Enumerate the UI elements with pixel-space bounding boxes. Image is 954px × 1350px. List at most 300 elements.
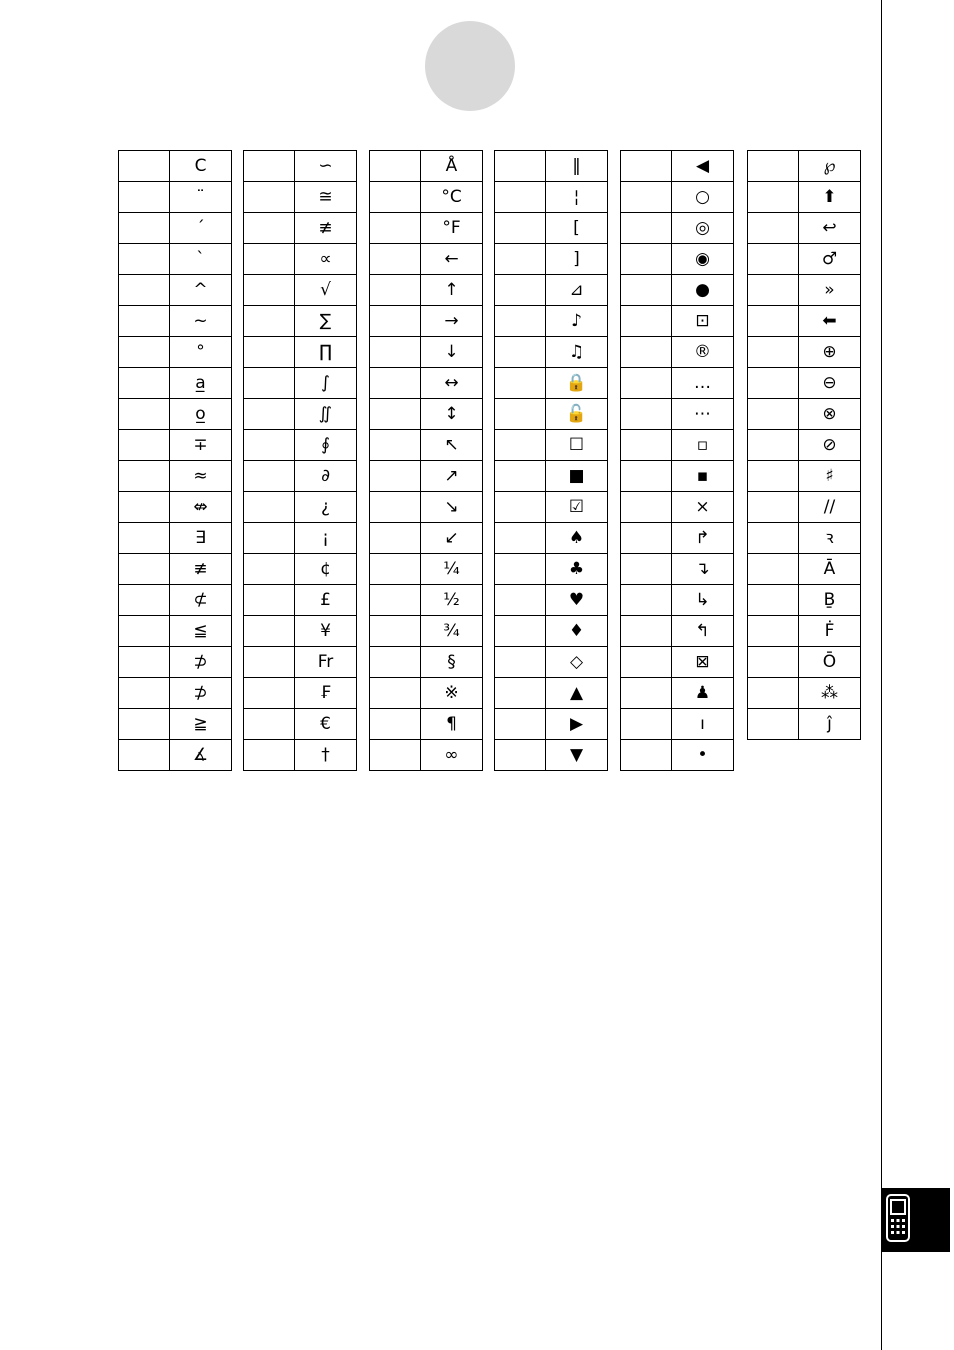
symbol-cell: ≢ — [170, 554, 232, 585]
code-cell — [621, 151, 672, 182]
code-cell — [748, 399, 799, 430]
table-row — [748, 368, 861, 399]
code-cell — [119, 182, 170, 213]
code-cell — [244, 337, 295, 368]
symbol-cell: ↗ — [421, 461, 483, 492]
code-cell — [119, 275, 170, 306]
code-cell — [748, 616, 799, 647]
table-row — [370, 244, 483, 275]
symbol-cell: ≈ — [170, 461, 232, 492]
table-row — [244, 430, 357, 461]
table-row — [370, 709, 483, 740]
code-cell — [370, 585, 421, 616]
table-row — [244, 585, 357, 616]
code-cell — [370, 368, 421, 399]
table-row — [495, 151, 608, 182]
code-cell — [370, 678, 421, 709]
symbol-cell: ∓ — [170, 430, 232, 461]
table-row — [119, 337, 232, 368]
symbol-cell: ı — [672, 709, 734, 740]
table-row — [748, 337, 861, 368]
code-cell — [621, 554, 672, 585]
code-cell — [244, 461, 295, 492]
table-row — [244, 213, 357, 244]
symbol-cell: ● — [672, 275, 734, 306]
code-cell — [370, 492, 421, 523]
table-row — [748, 585, 861, 616]
code-cell — [244, 709, 295, 740]
code-cell — [495, 213, 546, 244]
table-row — [621, 585, 734, 616]
table-row — [621, 647, 734, 678]
code-cell — [244, 523, 295, 554]
table-row — [119, 399, 232, 430]
symbol-cell: °C — [421, 182, 483, 213]
symbol-cell: ☑ — [546, 492, 608, 523]
symbol-cell: ¼ — [421, 554, 483, 585]
symbol-cell: ♥ — [546, 585, 608, 616]
table-row — [748, 554, 861, 585]
table-row — [244, 306, 357, 337]
symbol-table-2 — [243, 150, 357, 771]
symbol-cell: ↳ — [672, 585, 734, 616]
table-row — [370, 368, 483, 399]
table-row — [495, 616, 608, 647]
table-row — [621, 244, 734, 275]
symbol-cell: ≦ — [170, 616, 232, 647]
code-cell — [621, 647, 672, 678]
symbol-cell: ∝ — [295, 244, 357, 275]
table-row — [119, 244, 232, 275]
symbol-cell: ♣ — [546, 554, 608, 585]
code-cell — [119, 430, 170, 461]
symbol-cell: ® — [672, 337, 734, 368]
symbol-cell: ◉ — [672, 244, 734, 275]
symbol-cell: ⊖ — [799, 368, 861, 399]
table-row — [748, 244, 861, 275]
symbol-cell: ≅ — [295, 182, 357, 213]
symbol-cell: C — [170, 151, 232, 182]
table-row — [495, 213, 608, 244]
table-row — [621, 461, 734, 492]
symbol-cell: ⊘ — [799, 430, 861, 461]
symbol-cell: ↑ — [421, 275, 483, 306]
table-row — [370, 275, 483, 306]
symbol-cell: ° — [170, 337, 232, 368]
table-row — [119, 182, 232, 213]
symbol-cell: ※ — [421, 678, 483, 709]
symbol-cell: ⬆ — [799, 182, 861, 213]
table-row — [621, 616, 734, 647]
table-row — [621, 275, 734, 306]
table-row — [370, 182, 483, 213]
code-cell — [119, 585, 170, 616]
symbol-cell: € — [295, 709, 357, 740]
symbol-cell: ⊡ — [672, 306, 734, 337]
table-row — [244, 182, 357, 213]
symbol-cell: ↱ — [672, 523, 734, 554]
table-row — [119, 430, 232, 461]
code-cell — [119, 709, 170, 740]
code-cell — [621, 585, 672, 616]
table-row — [244, 523, 357, 554]
symbol-cell: ´ — [170, 213, 232, 244]
code-cell — [495, 554, 546, 585]
code-cell — [370, 213, 421, 244]
table-row — [119, 368, 232, 399]
symbol-cell: ꝛ — [799, 523, 861, 554]
symbol-cell: ▲ — [546, 678, 608, 709]
code-cell — [370, 244, 421, 275]
symbol-cell: ∮ — [295, 430, 357, 461]
code-cell — [244, 647, 295, 678]
symbol-cell: ♫ — [546, 337, 608, 368]
symbol-cell: a̲ — [170, 368, 232, 399]
code-cell — [621, 492, 672, 523]
symbol-cell: ← — [421, 244, 483, 275]
table-row — [119, 709, 232, 740]
symbol-cell: ℘ — [799, 151, 861, 182]
symbol-cell: ▶ — [546, 709, 608, 740]
symbol-cell: Å — [421, 151, 483, 182]
code-cell — [621, 182, 672, 213]
code-cell — [119, 213, 170, 244]
symbol-cell: ○ — [672, 182, 734, 213]
code-cell — [244, 182, 295, 213]
code-cell — [748, 523, 799, 554]
code-cell — [748, 585, 799, 616]
code-cell — [748, 554, 799, 585]
code-cell — [495, 585, 546, 616]
table-row — [244, 740, 357, 771]
symbol-cell: ♂ — [799, 244, 861, 275]
code-cell — [748, 151, 799, 182]
code-cell — [244, 430, 295, 461]
table-row — [748, 647, 861, 678]
code-cell — [748, 678, 799, 709]
symbol-cell: £ — [295, 585, 357, 616]
code-cell — [370, 554, 421, 585]
code-cell — [748, 430, 799, 461]
table-row — [119, 585, 232, 616]
table-row — [370, 306, 483, 337]
code-cell — [244, 616, 295, 647]
code-cell — [370, 523, 421, 554]
code-cell — [495, 244, 546, 275]
code-cell — [244, 554, 295, 585]
code-cell — [495, 616, 546, 647]
table-row — [370, 430, 483, 461]
symbol-cell: ~ — [170, 306, 232, 337]
symbol-cell: • — [672, 740, 734, 771]
symbol-cell: ↘ — [421, 492, 483, 523]
table-row — [119, 151, 232, 182]
symbol-cell: ¾ — [421, 616, 483, 647]
table-row — [748, 151, 861, 182]
table-row — [621, 678, 734, 709]
table-row — [621, 709, 734, 740]
page-number-circle — [425, 21, 515, 111]
code-cell — [370, 275, 421, 306]
code-cell — [370, 709, 421, 740]
calculator-icon — [886, 1194, 910, 1242]
table-row — [244, 647, 357, 678]
symbol-table-6 — [747, 150, 861, 740]
code-cell — [748, 213, 799, 244]
table-row — [495, 244, 608, 275]
code-cell — [495, 492, 546, 523]
code-cell — [244, 368, 295, 399]
table-row — [370, 151, 483, 182]
symbol-cell: ♟ — [672, 678, 734, 709]
symbol-cell: ‖ — [546, 151, 608, 182]
symbol-cell: ♯ — [799, 461, 861, 492]
code-cell — [621, 740, 672, 771]
code-cell — [495, 182, 546, 213]
table-row — [244, 492, 357, 523]
code-cell — [370, 151, 421, 182]
code-cell — [621, 368, 672, 399]
code-cell — [244, 244, 295, 275]
symbol-cell: ∂ — [295, 461, 357, 492]
table-row — [495, 740, 608, 771]
symbol-cell: ▼ — [546, 740, 608, 771]
symbol-cell: ↙ — [421, 523, 483, 554]
symbol-cell: ▫ — [672, 430, 734, 461]
code-cell — [495, 647, 546, 678]
code-cell — [748, 182, 799, 213]
code-cell — [370, 461, 421, 492]
table-row — [244, 554, 357, 585]
table-row — [244, 275, 357, 306]
symbol-cell: ĵ — [799, 709, 861, 740]
code-cell — [370, 306, 421, 337]
table-row — [244, 151, 357, 182]
symbol-cell: Ḇ — [799, 585, 861, 616]
table-row — [119, 306, 232, 337]
symbol-cell: ¶ — [421, 709, 483, 740]
symbol-cell: ⇎ — [170, 492, 232, 523]
symbol-cell: ∏ — [295, 337, 357, 368]
table-row — [495, 306, 608, 337]
code-cell — [244, 151, 295, 182]
table-row — [621, 213, 734, 244]
code-cell — [748, 368, 799, 399]
table-row — [370, 492, 483, 523]
table-row — [495, 399, 608, 430]
code-cell — [119, 306, 170, 337]
symbol-cell: o̲ — [170, 399, 232, 430]
code-cell — [370, 182, 421, 213]
symbol-cell: ∬ — [295, 399, 357, 430]
table-row — [119, 740, 232, 771]
table-row — [748, 430, 861, 461]
table-row — [748, 523, 861, 554]
symbol-cell: ♦ — [546, 616, 608, 647]
code-cell — [244, 678, 295, 709]
symbol-cell: ⊄ — [170, 585, 232, 616]
symbol-cell: Ā — [799, 554, 861, 585]
table-row — [621, 740, 734, 771]
table-row — [370, 585, 483, 616]
code-cell — [119, 647, 170, 678]
symbol-cell: ½ — [421, 585, 483, 616]
code-cell — [495, 523, 546, 554]
symbol-cell: ^ — [170, 275, 232, 306]
code-cell — [370, 430, 421, 461]
table-row — [119, 461, 232, 492]
symbol-table-4 — [494, 150, 608, 771]
table-row — [621, 337, 734, 368]
symbol-cell: ◎ — [672, 213, 734, 244]
table-row — [119, 616, 232, 647]
code-cell — [621, 399, 672, 430]
symbol-cell: ¢ — [295, 554, 357, 585]
symbol-cell: ⊕ — [799, 337, 861, 368]
symbol-cell: Ō — [799, 647, 861, 678]
code-cell — [495, 740, 546, 771]
table-row — [748, 182, 861, 213]
symbol-cell: ☐ — [546, 430, 608, 461]
code-cell — [621, 523, 672, 554]
code-cell — [370, 647, 421, 678]
code-cell — [495, 399, 546, 430]
code-cell — [495, 678, 546, 709]
code-cell — [621, 275, 672, 306]
table-row — [748, 275, 861, 306]
symbol-cell: ≢ — [295, 213, 357, 244]
symbol-cell: ◀ — [672, 151, 734, 182]
code-cell — [621, 461, 672, 492]
code-cell — [119, 492, 170, 523]
code-cell — [119, 244, 170, 275]
table-row — [621, 368, 734, 399]
code-cell — [119, 337, 170, 368]
code-cell — [621, 430, 672, 461]
code-cell — [621, 616, 672, 647]
table-row — [244, 368, 357, 399]
table-row — [370, 523, 483, 554]
symbol-cell: 🔓 — [546, 399, 608, 430]
symbol-cell: ∑ — [295, 306, 357, 337]
code-cell — [621, 306, 672, 337]
symbol-cell: [ — [546, 213, 608, 244]
code-cell — [119, 554, 170, 585]
symbol-cell: ` — [170, 244, 232, 275]
symbol-cell: ∽ — [295, 151, 357, 182]
table-row — [621, 306, 734, 337]
symbol-table-5 — [620, 150, 734, 771]
symbol-cell: °F — [421, 213, 483, 244]
code-cell — [119, 461, 170, 492]
symbol-cell: × — [672, 492, 734, 523]
symbol-cell: ⊿ — [546, 275, 608, 306]
table-row — [495, 554, 608, 585]
table-row — [495, 523, 608, 554]
table-row — [370, 616, 483, 647]
symbol-cell: ◇ — [546, 647, 608, 678]
table-row — [244, 616, 357, 647]
table-row — [119, 678, 232, 709]
symbol-table-3 — [369, 150, 483, 771]
table-row — [621, 430, 734, 461]
table-row — [370, 213, 483, 244]
symbol-cell: § — [421, 647, 483, 678]
table-row — [495, 585, 608, 616]
table-row — [748, 492, 861, 523]
table-row — [244, 461, 357, 492]
code-cell — [621, 337, 672, 368]
table-row — [495, 368, 608, 399]
table-row — [495, 337, 608, 368]
code-cell — [495, 306, 546, 337]
table-row — [119, 523, 232, 554]
table-row — [119, 213, 232, 244]
symbol-cell: » — [799, 275, 861, 306]
symbol-cell: ] — [546, 244, 608, 275]
table-row — [621, 554, 734, 585]
symbol-cell: ⊅ — [170, 678, 232, 709]
table-row — [495, 492, 608, 523]
code-cell — [370, 337, 421, 368]
code-cell — [244, 399, 295, 430]
table-row — [748, 461, 861, 492]
table-row — [621, 492, 734, 523]
code-cell — [119, 523, 170, 554]
symbol-cell: ↰ — [672, 616, 734, 647]
table-row — [495, 461, 608, 492]
code-cell — [244, 213, 295, 244]
symbol-cell: ∡ — [170, 740, 232, 771]
code-cell — [119, 616, 170, 647]
calculator-chapter-tab — [882, 1188, 950, 1252]
code-cell — [119, 368, 170, 399]
symbol-cell: ↕ — [421, 399, 483, 430]
table-row — [119, 275, 232, 306]
symbol-cell: ♠ — [546, 523, 608, 554]
right-margin-rule — [881, 0, 882, 1350]
table-row — [244, 678, 357, 709]
code-cell — [748, 306, 799, 337]
symbol-cell: ↓ — [421, 337, 483, 368]
table-row — [748, 213, 861, 244]
symbol-cell: // — [799, 492, 861, 523]
table-row — [621, 399, 734, 430]
symbol-table-1 — [118, 150, 232, 771]
symbol-cell: ∫ — [295, 368, 357, 399]
symbol-cell: ∞ — [421, 740, 483, 771]
table-row — [495, 709, 608, 740]
code-cell — [748, 709, 799, 740]
table-row — [244, 709, 357, 740]
symbol-cell: → — [421, 306, 483, 337]
table-row — [495, 275, 608, 306]
code-cell — [119, 678, 170, 709]
code-cell — [495, 337, 546, 368]
code-cell — [748, 337, 799, 368]
symbol-cell: ⊠ — [672, 647, 734, 678]
symbol-cell: ₣ — [295, 678, 357, 709]
table-row — [370, 678, 483, 709]
code-cell — [244, 740, 295, 771]
table-row — [748, 306, 861, 337]
code-cell — [370, 740, 421, 771]
code-cell — [748, 461, 799, 492]
symbol-cell: ↖ — [421, 430, 483, 461]
table-row — [495, 182, 608, 213]
code-cell — [621, 678, 672, 709]
table-row — [370, 554, 483, 585]
